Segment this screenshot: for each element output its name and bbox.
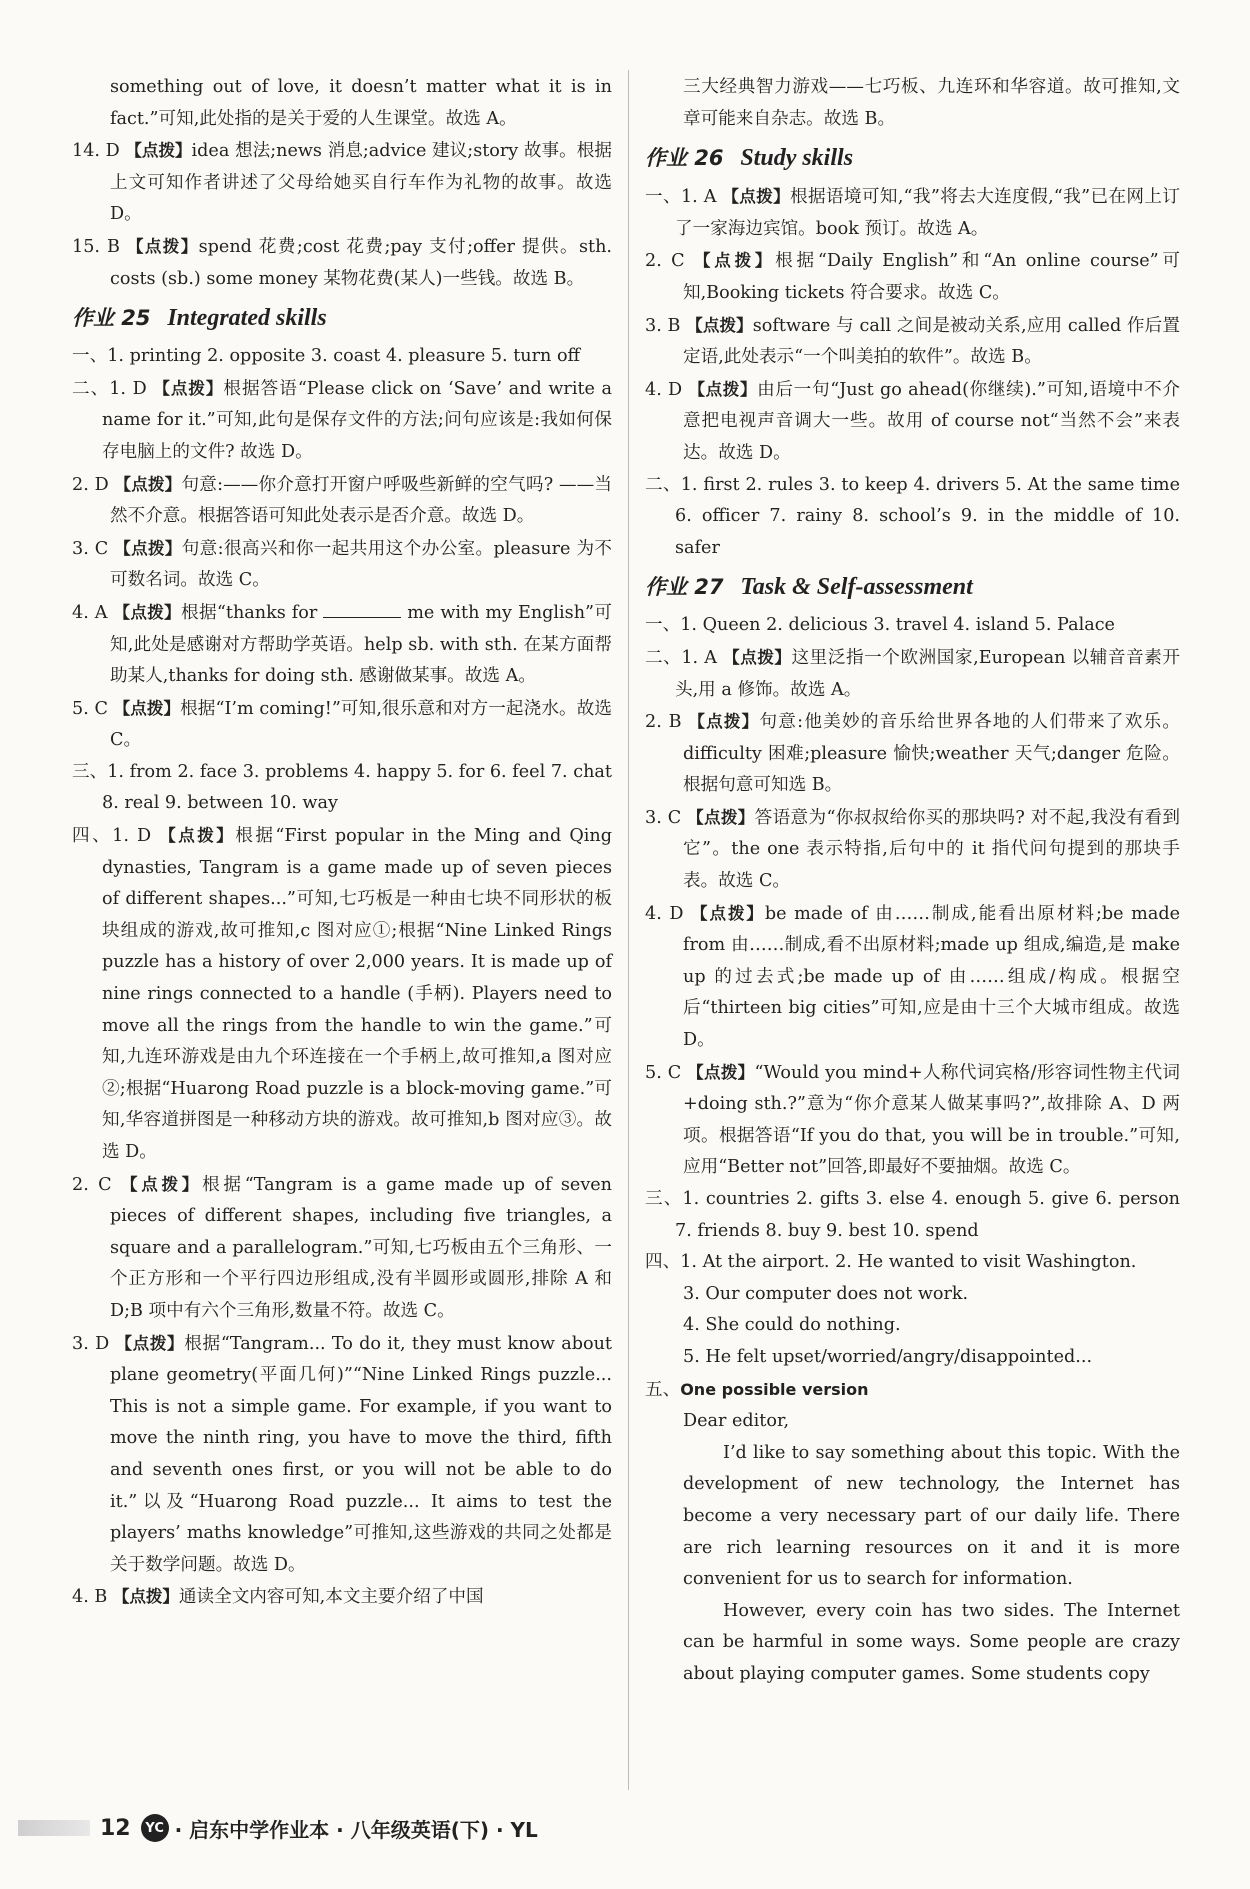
answer-number: 14. D [72,141,126,162]
answer-number: 四、1. D [72,826,160,847]
answer-number: 一、1. A [645,187,723,208]
section-25-item [72,373,612,469]
hint-label: 【点拨】 [125,141,192,161]
answer-text: 根据“I’m coming!”可知,很乐意和对方一起浇水。故选 C。 [110,698,613,751]
hint-label: 【点拨】 [153,378,224,398]
section-26-label: 作业 26 [645,146,724,171]
footer-bar [18,1820,90,1836]
page-footer [18,1808,718,1848]
answer-text: 根据“First popular in the Ming and Qing dynasties, Tangram is a game made up of seven pieces of different shapes...”可知,七巧板是一种由七块不同形状的板块组成的游戏,故可推知,c 图对应①;根据“Nine Linked Rings puzzle has a history of over 2,000 years. It is made up of nine rings connected to a handle (手柄). Players need to move all the rings from the handle to win the game.”可知,九连环游戏是由九个环连接在一个手柄上,故可推知,a 图对应②;根据“Huarong Road puzzle is a block-moving game.”可知,华容道拼图是一种移动方块的游戏。故可推知,b 图对应③。故选 D。 [102,826,612,1162]
section-26-item [645,181,1180,245]
hint-label: 【点拨】 [120,1174,203,1194]
hint-label: 【点拨】 [113,698,181,718]
answer-number: 4. D [645,903,692,924]
answer-text: 由后一句“Just go ahead(你继续).”可知,语境中不介意把电视声音调大一些。故用 of course not“当然不会”来表达。故选 D。 [683,379,1181,463]
answer-number: 4. B [72,1587,113,1608]
answer-text: 根据“Tangram... To do it, they must know about plane geometry(平面几何)”“Nine Linked Rings puzzle... This is not a simple game. For example, if you want to move the ninth ring, you have to move the third, fifth and seventh ones first, or you will not be able to do it.”以及“Huarong Road puzzle... It aims to test the players’ maths knowledge”可推知,这些游戏的共同之处都是关于数学问题。故选 D。 [110,1333,612,1575]
answer-text: 句意:——你介意打开窗户呼吸些新鲜的空气吗? ——当然不介意。根据答语可知此处表示是否介意。故选 D。 [110,474,612,527]
section-27-item [645,802,1180,898]
section-25-title: Integrated skills [167,305,327,332]
section-26-item [645,310,1180,374]
right-top-answers [645,72,1180,135]
fill-blank [323,599,401,618]
hint-label: 【点拨】 [126,236,199,256]
answer-text: 四、1. At the airport. 2. He wanted to visit Washington. [645,1252,1137,1273]
answer-text: 答语意为“你叔叔给你买的那块吗? 对不起,我没有看到它”。the one 表示特指,后句中的 it 指代问句提到的那块手表。故选 C。 [683,807,1181,892]
section-26-item [645,374,1180,470]
section-25-item [72,341,612,373]
section-27-item [645,706,1180,802]
answer-text: 根据“Daily English”和“An online course”可知,Booking tickets 符合要求。故选 C。 [683,251,1181,303]
answer-number: 3. D [72,1333,116,1354]
section-27-label: 作业 27 [645,575,724,600]
section-27-item [645,1057,1180,1184]
hint-label: 【点拨】 [722,187,790,207]
book-title: · 启东中学作业本 · 八年级英语(下) · YL [174,1817,538,1842]
answer-text: be made of 由……制成,能看出原材料;be made from 由……制成,看不出原材料;made up 组成,编造,是 make up 的过去式;be made up of 由……组成/构成。根据空后“thirteen big cities”可知,应是由十三个大城市组成。故选 D。 [683,903,1180,1051]
section-27-heading [645,570,1180,606]
section-26-answers [645,181,1180,564]
hint-label: 【点拨】 [688,712,760,732]
section-26-title: Study skills [740,145,854,172]
answer-text: 三、1. countries 2. gifts 3. else 4. enough 5. give 6. person 7. friends 8. buy 9. best 10. spend [645,1189,1180,1241]
section-25-item [72,757,612,820]
left-top-answers [72,72,612,295]
section-25-item [72,533,612,597]
section-27-item [645,1342,1180,1374]
answer-text: 通读全文内容可知,本文主要介绍了中国 [178,1587,484,1608]
publisher-logo: YC [141,1814,169,1842]
left-top-item [72,135,612,231]
section-25-item [72,1581,612,1614]
section-25-item [72,597,612,693]
hint-label: 【点拨】 [112,1587,179,1607]
answer-text: spend 花费;cost 花费;pay 支付;offer 提供。sth. costs (sb.) some money 某物花费(某人)一些钱。故选 B。 [110,236,612,289]
answer-number: 5. C [72,698,114,719]
hint-label: 【点拨】 [115,1333,185,1353]
answer-number: 5. C [645,1062,688,1083]
section-27-item [645,898,1180,1057]
hint-label: 【点拨】 [686,315,753,335]
version-label: One possible version [680,1379,869,1399]
hint-label: 【点拨】 [114,474,182,494]
writing-version-line [645,1374,1180,1407]
right-top-item [645,72,1180,135]
answer-text: me with my English”可知,此处是感谢对方帮助学英语。help sb. with sth. 在某方面帮助某人,thanks for doing sth. 感谢做某事。故选 A。 [110,602,612,687]
page-number: 12 [100,1815,131,1841]
letter-salutation: Dear editor, [683,1411,790,1432]
section-five-label: 五、 [645,1379,681,1400]
answer-text: 根据“thanks for [180,602,324,623]
hint-label: 【点拨】 [114,538,182,558]
section-26-heading [645,141,1180,177]
section-25-heading [72,301,612,337]
section-26-item [645,245,1180,309]
hint-label: 【点拨】 [688,379,758,399]
section-25-item [72,820,612,1169]
answer-text: 一、1. printing 2. opposite 3. coast 4. pleasure 5. turn off [72,346,581,367]
section-26-item [645,470,1180,565]
left-top-item [72,231,612,295]
answer-text: 句意:很高兴和你一起共用这个办公室。pleasure 为不可数名词。故选 C。 [110,538,613,591]
answer-number: 3. C [72,538,115,559]
section-25-item [72,469,612,533]
answer-number: 15. B [72,236,127,257]
answer-text: something out of love, it doesn’t matter what it is in fact.”可知,此处指的是关于爱的人生课堂。故选 A。 [110,77,612,129]
answer-text: 句意:他美妙的音乐给世界各地的人们带来了欢乐。difficulty 困难;pleasure 愉快;weather 天气;danger 危险。根据句意可知选 B。 [683,712,1181,796]
section-27-item [645,1247,1180,1279]
hint-label: 【点拨】 [691,903,765,923]
answer-text: 三、1. from 2. face 3. problems 4. happy 5. for 6. feel 7. chat 8. real 9. between 10. way [72,761,612,814]
left-top-item [72,72,612,135]
answer-number: 二、1. D [72,378,154,399]
answer-text: 根据语境可知,“我”将去大连度假,“我”已在网上订了一家海边宾馆。book 预订。故选 A。 [675,187,1180,239]
hint-label: 【点拨】 [113,602,181,622]
section-25-label: 作业 25 [72,306,151,331]
letter-paragraph-1: I’d like to say something about this topic. With the development of new technology, the Internet has become a very necessary part of our daily life. There are rich learning resources on it and it is more convenient for us to search for information. [683,1442,1180,1590]
hint-label: 【点拨】 [694,251,776,271]
answer-text: software 与 call 之间是被动关系,应用 called 作后置定语,此处表示“一个叫美拍的软件”。故选 B。 [683,315,1180,368]
answer-number: 2. D [72,474,115,495]
answer-text: 4. She could do nothing. [683,1315,901,1336]
answer-text: 这里泛指一个欧洲国家,European 以辅音音素开头,用 a 修饰。故选 A。 [675,647,1181,700]
section-27-title: Task & Self-assessment [740,574,973,601]
section-25-answers [72,341,612,1614]
section-27-item [645,1310,1180,1342]
answer-number: 4. A [72,602,114,623]
answer-text: 二、1. first 2. rules 3. to keep 4. drivers 5. At the same time 6. officer 7. rainy 8. school’s 9. in the middle of 10. safer [645,474,1180,558]
section-27-item [645,642,1180,706]
sample-letter [645,1406,1180,1690]
answer-text: 一、1. Queen 2. delicious 3. travel 4. island 5. Palace [645,615,1115,636]
answer-text: idea 想法;news 消息;advice 建议;story 故事。根据上文可知作者讲述了父母给她买自行车作为礼物的故事。故选 D。 [110,141,612,225]
answer-number: 二、1. A [645,647,724,668]
answer-text: “Would you mind+人称代词宾格/形容词性物主代词+doing sth.?”意为“你介意某人做某事吗?”,故排除 A、D 两项。根据答语“If you do that, you will be in trouble.”可知,应用“Better not”回答,即最好不要抽烟。故选 C。 [683,1062,1181,1178]
hint-label: 【点拨】 [723,647,792,667]
section-27-item [645,610,1180,642]
answer-text: 根据“Tangram is a game made up of seven pieces of different shapes, including five triangles, a square and a parallelogram.”可知,七巧板由五个三角形、一个正方形和一个平行四边形组成,没有半圆形或圆形,排除 A 和 D;B 项中有六个三角形,数量不符。故选 C。 [110,1174,613,1321]
answer-number: 4. D [645,379,689,400]
section-25-item [72,1169,612,1328]
right-column [645,72,1180,1691]
section-25-item [72,693,612,757]
answer-number: 2. C [72,1174,121,1195]
section-27-item [645,1184,1180,1247]
section-27-item [645,1279,1180,1311]
answer-text: 根据答语“Please click on ‘Save’ and write a name for it.”可知,此句是保存文件的方法;问句应该是:我如何保存电脑上的文件? 故选 D。 [102,378,613,462]
answer-text: 3. Our computer does not work. [683,1283,969,1304]
column-divider [628,70,629,1790]
answer-number: 3. B [645,315,687,336]
hint-label: 【点拨】 [687,807,755,827]
letter-paragraph-2: However, every coin has two sides. The Internet can be harmful in some ways. Some people are crazy about playing computer games. Some students copy [683,1600,1180,1684]
section-25-item [72,1328,612,1582]
hint-label: 【点拨】 [687,1062,755,1082]
answer-text: 三大经典智力游戏——七巧板、九连环和华容道。故可推知,文章可能来自杂志。故选 B。 [683,77,1180,129]
left-column [72,72,612,1614]
answer-number: 2. B [645,712,689,733]
hint-label: 【点拨】 [159,826,236,846]
answer-number: 3. C [645,807,688,828]
section-27-answers [645,610,1180,1373]
answer-number: 2. C [645,251,695,272]
answer-text: 5. He felt upset/worried/angry/disappointed... [683,1346,1093,1367]
